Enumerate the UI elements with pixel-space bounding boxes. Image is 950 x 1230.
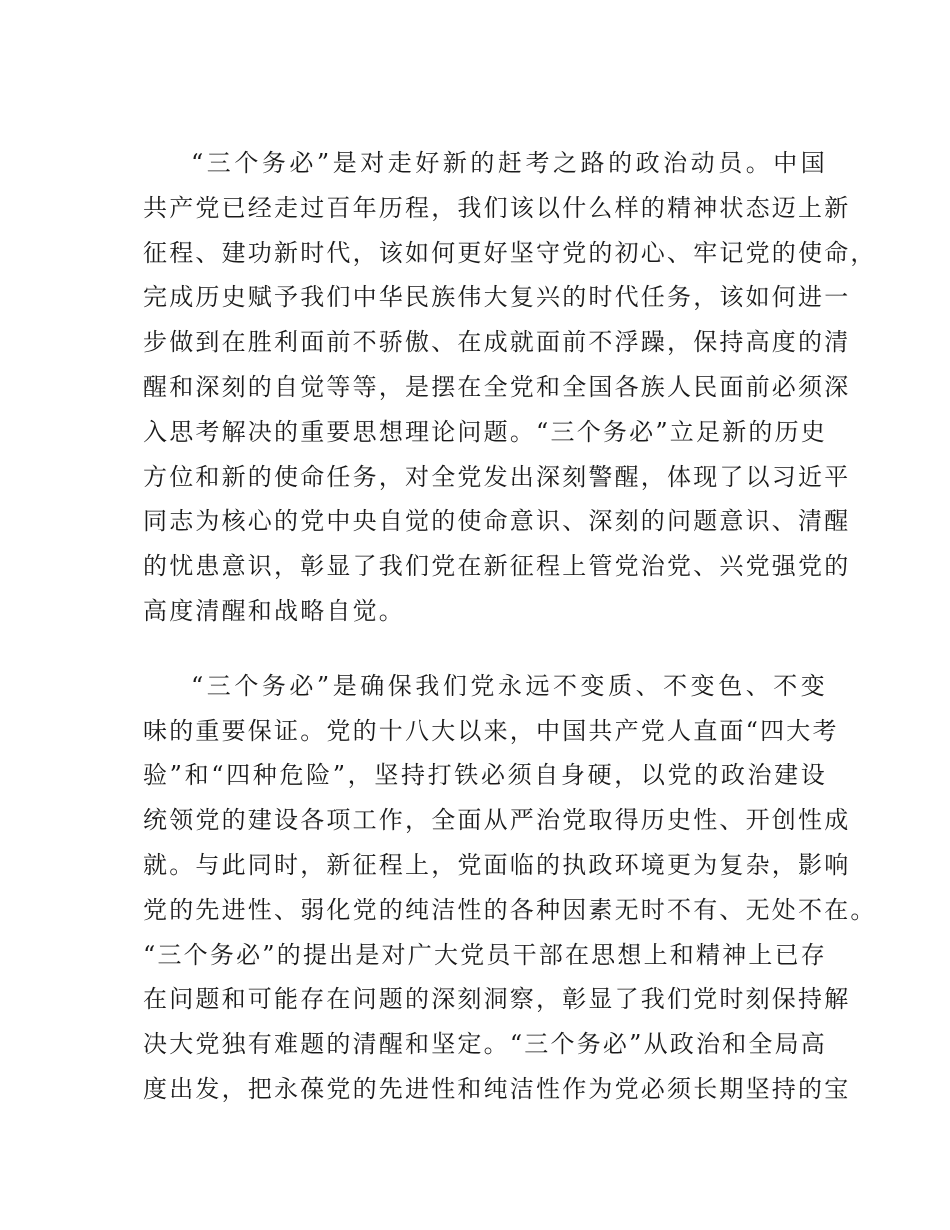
paragraph-line: 味的重要保证。党的十八大以来，中国共产党人直面“四大考 <box>143 716 839 745</box>
paragraph-line: 在问题和可能存在问题的深刻洞察，彰显了我们党时刻保持解 <box>143 985 851 1014</box>
document-body <box>143 141 877 1112</box>
paragraph-line: 就。与此同时，新征程上，党面临的执政环境更为复杂，影响 <box>143 850 851 879</box>
paragraph-line: 完成历史赋予我们中华民族伟大复兴的时代任务，该如何进一 <box>143 283 851 312</box>
paragraph-line: 党的先进性、弱化党的纯洁性的各种因素无时不有、无处不在。 <box>143 895 877 924</box>
paragraph-line: 度出发，把永葆党的先进性和纯洁性作为党必须长期坚持的宝 <box>143 1074 851 1103</box>
paragraph-line: 入思考解决的重要思想理论问题。“三个务必”立足新的历史 <box>143 417 827 446</box>
paragraph-line: “三个务必”的提出是对广大党员干部在思想上和精神上已存 <box>143 940 827 969</box>
paragraph-line: 醒和深刻的自觉等等，是摆在全党和全国各族人民面前必须深 <box>143 372 851 401</box>
paragraph-line: 决大党独有难题的清醒和坚定。“三个务必”从政治和全局高 <box>143 1030 827 1059</box>
paragraph-line: 统领党的建设各项工作，全面从严治党取得历史性、开创性成 <box>143 806 851 835</box>
paragraph-line: 高度清醒和战略自觉。 <box>143 596 405 625</box>
paragraph-line: 方位和新的使命任务，对全党发出深刻警醒，体现了以习近平 <box>143 462 851 491</box>
paragraph-2 <box>143 664 877 1112</box>
paragraph-line: 共产党已经走过百年历程，我们该以什么样的精神状态迈上新 <box>143 193 851 222</box>
paragraph-spacer <box>143 634 827 664</box>
paragraph-line: “三个务必”是确保我们党永远不变质、不变色、不变 <box>191 671 827 700</box>
paragraph-1 <box>143 141 877 634</box>
paragraph-line: 验”和“四种危险”，坚持打铁必须自身硬，以党的政治建设 <box>143 761 827 790</box>
paragraph-line: 的忧患意识，彰显了我们党在新征程上管党治党、兴党强党的 <box>143 552 851 581</box>
paragraph-line: 同志为核心的党中央自觉的使命意识、深刻的问题意识、清醒 <box>143 507 851 536</box>
paragraph-line: “三个务必”是对走好新的赶考之路的政治动员。中国 <box>191 149 827 177</box>
paragraph-line: 征程、建功新时代，该如何更好坚守党的初心、牢记党的使命， <box>143 238 877 267</box>
paragraph-line: 步做到在胜利面前不骄傲、在成就面前不浮躁，保持高度的清 <box>143 328 851 357</box>
